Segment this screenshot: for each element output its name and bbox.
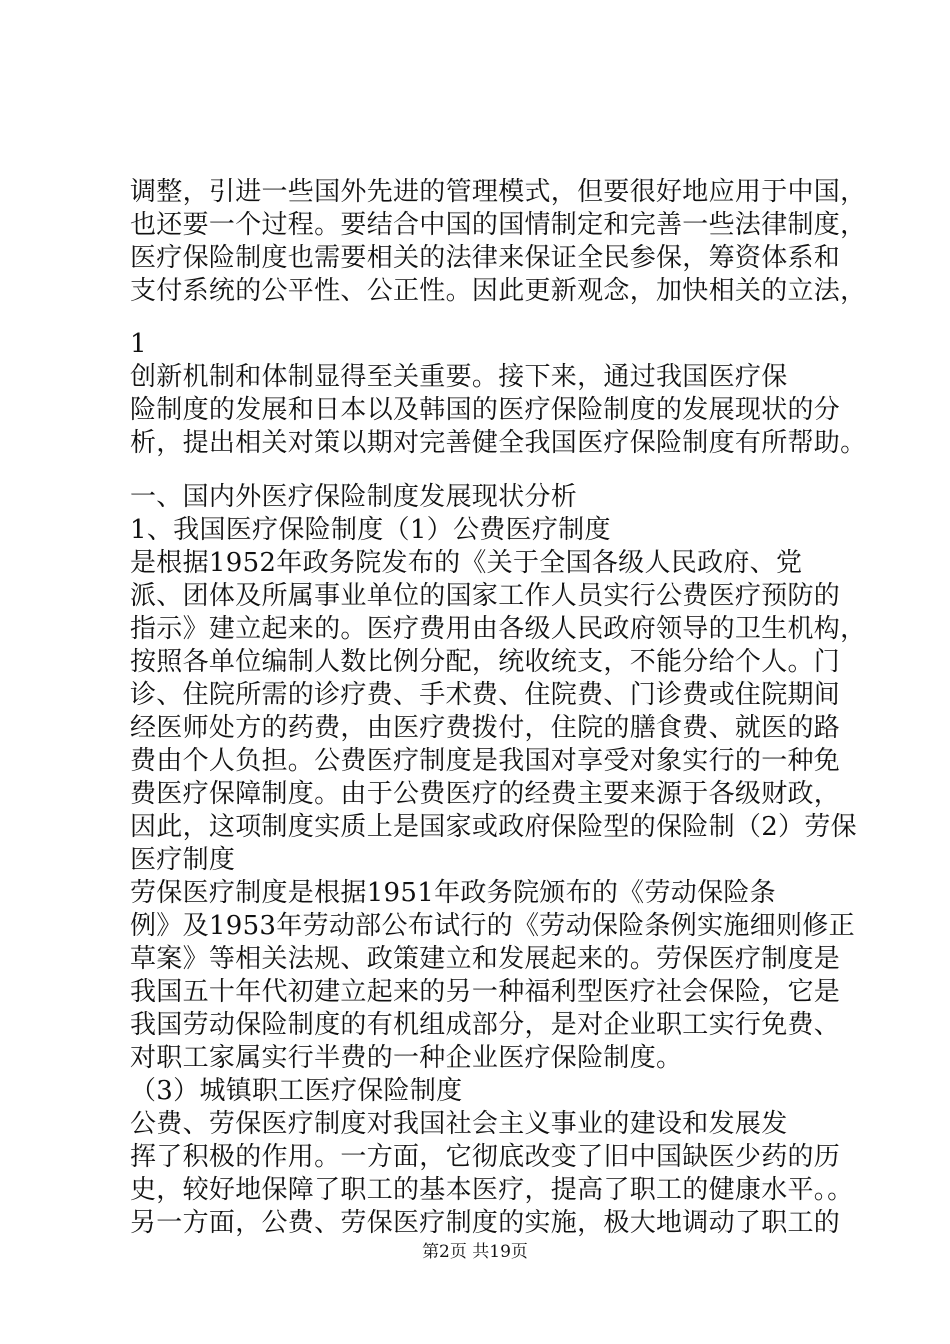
text-line: 一、国内外医疗保险制度发展现状分析 (130, 482, 578, 512)
text-line: 例》及1953年劳动部公布试行的《劳动保险条例实施细则修正 (130, 911, 855, 941)
text-line: 按照各单位编制人数比例分配，统收统支，不能分给个人。门 (130, 647, 841, 677)
text-line: 我国五十年代初建立起来的另一种福利型医疗社会保险，它是 (130, 977, 841, 1007)
continuation-paragraph (130, 361, 867, 460)
text-line: 析，提出相关对策以期对完善健全我国医疗保险制度有所帮助。 (130, 428, 867, 458)
text-line: 史，较好地保障了职工的基本医疗，提高了职工的健康水平。。 (130, 1175, 854, 1205)
intro-paragraph (130, 176, 867, 308)
text-line: 调整，引进一些国外先进的管理模式，但要很好地应用于中国， (130, 177, 867, 207)
text-line: 医疗制度 (130, 845, 236, 875)
text-line: 草案》等相关法规、政策建立和发展起来的。劳保医疗制度是 (130, 944, 841, 974)
text-line: 劳保医疗制度是根据1951年政务院颁布的《劳动保险条 (130, 878, 776, 908)
page-footer: 第2页 共19页 (422, 1242, 528, 1262)
text-line: 经医师处方的药费，由医疗费拨付，住院的膳食费、就医的路 (130, 713, 841, 743)
text-line: 支付系统的公平性、公正性。因此更新观念，加快相关的立法， (130, 276, 867, 306)
text-line: （3）城镇职工医疗保险制度 (130, 1076, 463, 1106)
section-content (130, 481, 867, 1240)
text-line: 险制度的发展和日本以及韩国的医疗保险制度的发展现状的分 (130, 395, 841, 425)
text-line: 我国劳动保险制度的有机组成部分，是对企业职工实行免费、 (130, 1010, 841, 1040)
text-line: 公费、劳保医疗制度对我国社会主义事业的建设和发展发 (130, 1109, 788, 1139)
text-line: 挥了积极的作用。一方面，它彻底改变了旧中国缺医少药的历 (130, 1142, 841, 1172)
footnote-marker (130, 328, 850, 361)
text-line: 因此，这项制度实质上是国家或政府保险型的保险制（2）劳保 (130, 812, 857, 842)
text-line: 对职工家属实行半费的一种企业医疗保险制度。 (130, 1043, 683, 1073)
text-line: 派、团体及所属事业单位的国家工作人员实行公费医疗预防的 (130, 581, 841, 611)
text-line: 医疗保险制度也需要相关的法律来保证全民参保，筹资体系和 (130, 243, 841, 273)
text-line: 指示》建立起来的。医疗费用由各级人民政府领导的卫生机构， (130, 614, 867, 644)
text-line: 另一方面，公费、劳保医疗制度的实施，极大地调动了职工的 (130, 1208, 841, 1238)
text-line: 1 (130, 329, 147, 359)
text-line: 1、我国医疗保险制度（1）公费医疗制度 (130, 515, 611, 545)
text-line: 创新机制和体制显得至关重要。接下来，通过我国医疗保 (130, 362, 788, 392)
text-line: 诊、住院所需的诊疗费、手术费、住院费、门诊费或住院期间 (130, 680, 841, 710)
text-line: 是根据1952年政务院发布的《关于全国各级人民政府、党 (130, 548, 803, 578)
text-line: 费医疗保障制度。由于公费医疗的经费主要来源于各级财政， (130, 779, 841, 809)
text-line: 费由个人负担。公费医疗制度是我国对享受对象实行的一种免 (130, 746, 841, 776)
text-line: 也还要一个过程。要结合中国的国情制定和完善一些法律制度， (130, 210, 867, 240)
